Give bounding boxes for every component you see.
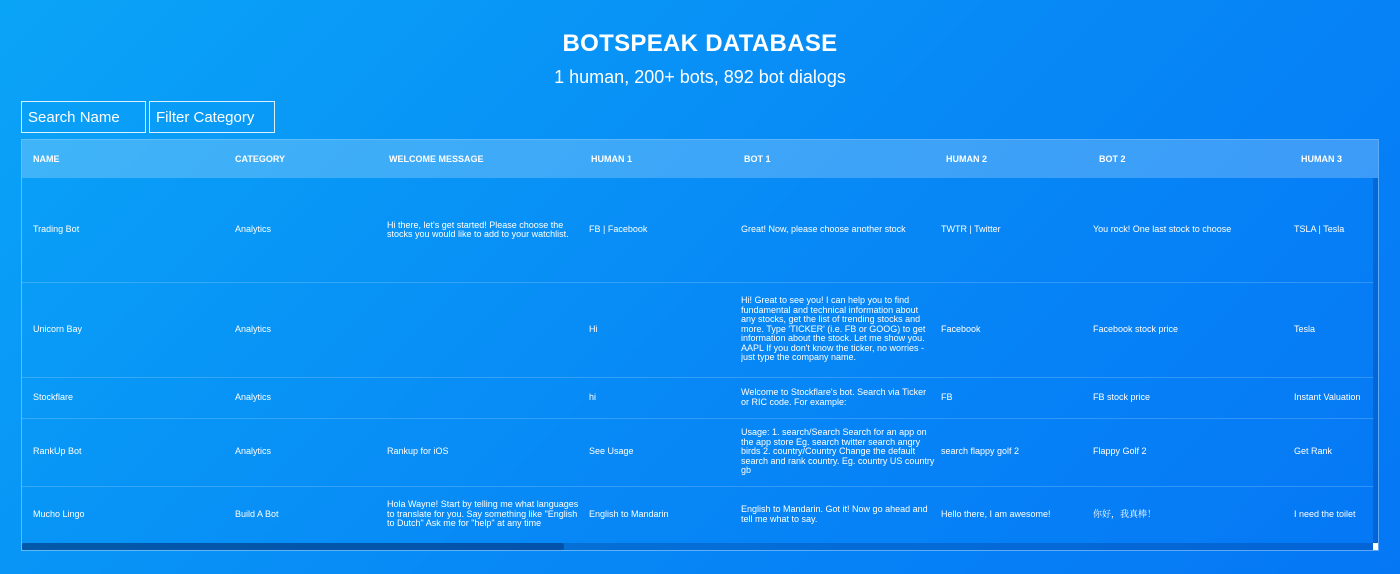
cell-bot-2: Flappy Golf 2 [1093, 446, 1147, 457]
cell-human-3: Get Rank [1294, 446, 1333, 457]
cell-category: Analytics [235, 224, 272, 235]
cell-human-2: Facebook [941, 323, 981, 334]
cell-bot-1: Hi! Great to see you! I can help you to find fundamental and technical information about any stocks, get the list of trending stocks and more. Type 'TICKER' (i.e. FB or GOOG) to get information about the stock. Let me show you. AAPL If you don't know the ticker, no worries - just type the company name. [741, 295, 926, 363]
horizontal-scrollbar[interactable] [22, 543, 1379, 550]
cell-welcome-message: Rankup for iOS [387, 446, 449, 457]
cell-welcome-message: Hola Wayne! Start by telling me what languages to translate for you. Say something like "English to Dutch" Ask me for "help" at any time [387, 499, 579, 529]
cell-name: Mucho Lingo [33, 508, 85, 519]
cell-human-1: Hi [589, 323, 598, 334]
cell-welcome-message: Hi there, let's get started! Please choose the stocks you would like to add to your watchlist. [387, 219, 569, 239]
bot-table [21, 139, 1379, 551]
table-row[interactable] [22, 486, 1374, 543]
cell-name: Trading Bot [33, 224, 80, 235]
cell-human-2: search flappy golf 2 [941, 446, 1020, 457]
cell-human-2: Hello there, I am awesome! [941, 508, 1051, 519]
filter-category-input[interactable] [149, 101, 275, 133]
cell-human-1: English to Mandarin [589, 508, 669, 519]
cell-bot-2: FB stock price [1093, 391, 1151, 402]
cell-human-3: I need the toilet [1294, 508, 1356, 519]
cell-human-2: TWTR | Twitter [941, 224, 1001, 235]
filter-bar [21, 101, 275, 133]
cell-bot-1: Great! Now, please choose another stock [741, 224, 906, 235]
table-row[interactable] [22, 282, 1374, 378]
cell-human-1: See Usage [589, 446, 634, 457]
cell-human-1: hi [589, 391, 597, 402]
cell-bot-1: Welcome to Stockflare's bot. Search via Ticker or RIC code. For example: [741, 387, 927, 407]
column-header-name[interactable]: NAME [33, 154, 60, 164]
page-subtitle: 1 human, 200+ bots, 892 bot dialogs [554, 67, 846, 87]
cell-bot-1: Usage: 1. search/Search Search for an app on the app store Eg. search twitter search angry birds 2. country/Country Change the default search and rank country. Eg. country US country gb [741, 427, 935, 476]
cell-name: Stockflare [33, 391, 74, 402]
cell-human-1: FB | Facebook [589, 224, 648, 235]
column-header-bot-1[interactable]: BOT 1 [744, 154, 771, 164]
page-title: BOTSPEAK DATABASE [562, 30, 838, 57]
cell-human-3: TSLA | Tesla [1294, 224, 1345, 235]
search-name-input[interactable] [21, 101, 146, 133]
column-header-welcome-message[interactable]: WELCOME MESSAGE [389, 154, 484, 164]
cell-name: Unicorn Bay [33, 323, 83, 334]
cell-category: Build A Bot [235, 508, 279, 519]
cell-bot-2: Facebook stock price [1093, 323, 1179, 334]
cell-bot-2: 你好，我真棒！ [1093, 508, 1157, 519]
column-header-bot-2[interactable]: BOT 2 [1099, 154, 1126, 164]
vertical-scrollbar[interactable] [1373, 178, 1378, 546]
horizontal-scrollbar-thumb[interactable] [22, 543, 564, 550]
column-header-human-3[interactable]: HUMAN 3 [1301, 154, 1343, 164]
scrollbar-corner [1373, 543, 1378, 550]
cell-bot-2: You rock! One last stock to choose [1093, 224, 1232, 235]
cell-category: Analytics [235, 391, 272, 402]
cell-welcome-message [387, 282, 587, 377]
cell-category: Analytics [235, 323, 272, 334]
cell-welcome-message [387, 377, 587, 418]
cell-human-2: FB [941, 391, 953, 402]
table-row[interactable] [22, 377, 1374, 419]
cell-human-3: Tesla [1294, 323, 1316, 334]
column-header-human-1[interactable]: HUMAN 1 [591, 154, 633, 164]
cell-bot-1: English to Mandarin. Got it! Now go ahead and tell me what to say. [741, 504, 928, 524]
column-header-category[interactable]: CATEGORY [235, 154, 286, 164]
page-header [0, 30, 1400, 88]
table-row[interactable] [22, 178, 1374, 283]
table-row[interactable] [22, 418, 1374, 487]
cell-name: RankUp Bot [33, 446, 82, 457]
table-header [22, 140, 1379, 178]
column-header-human-2[interactable]: HUMAN 2 [946, 154, 988, 164]
cell-human-3: Instant Valuation [1294, 391, 1361, 402]
cell-category: Analytics [235, 446, 272, 457]
